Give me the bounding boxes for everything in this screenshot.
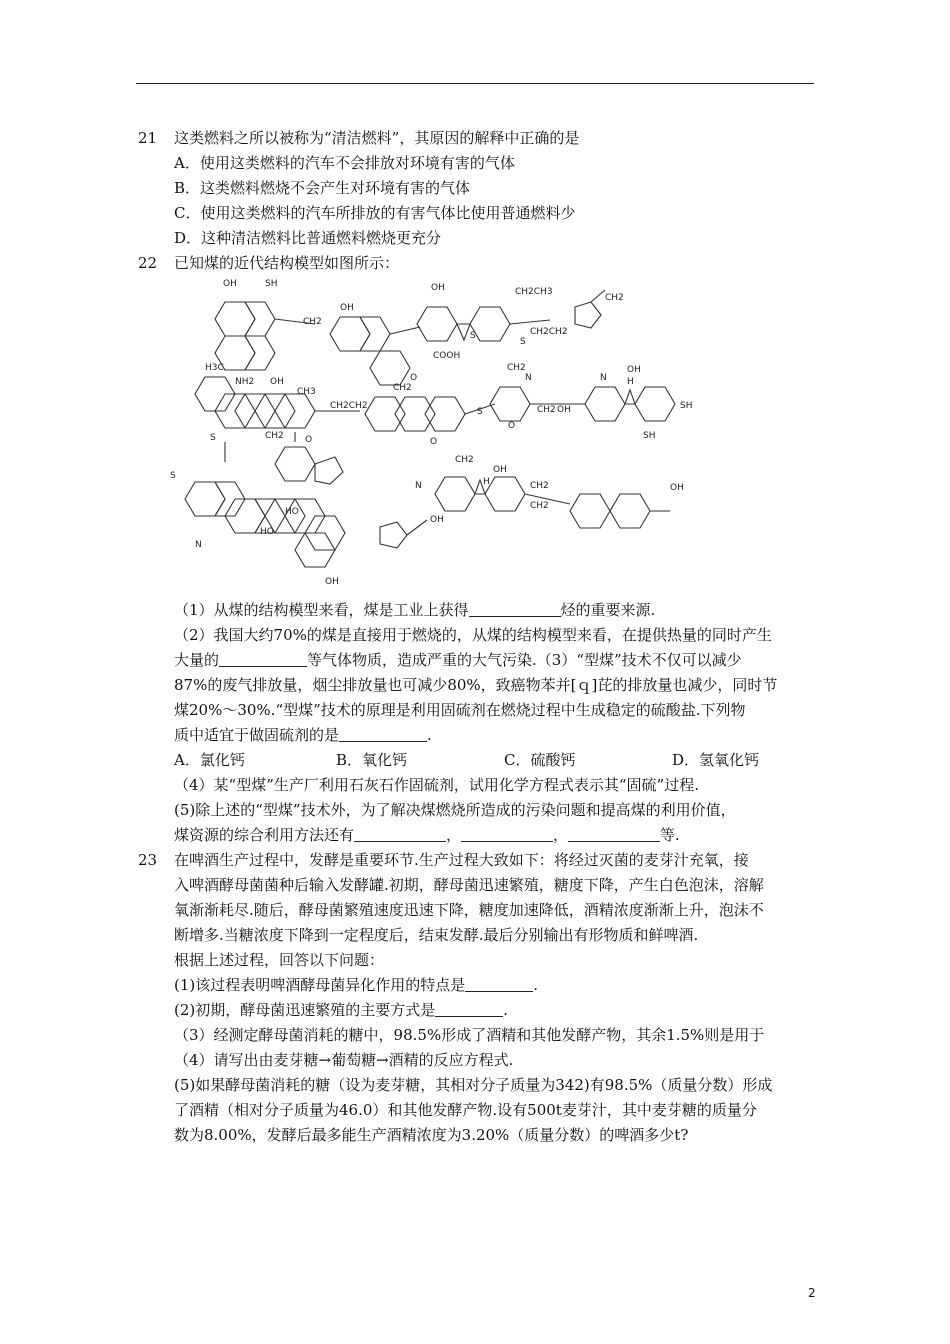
subquestion-3-line2: 煤20%～30%.“型煤”技术的原理是利用固硫剂在燃烧过程中生成稳定的硫酸盐.下列物 (174, 701, 746, 719)
subquestion-4: （4）某“型煤”生产厂利用石灰石作固硫剂，试用化学方程式表示其“固硫”过程. (174, 776, 699, 794)
passage-line: 根据上述过程，回答以下问题： (174, 951, 385, 969)
subquestion-4: （4）请写出由麦芽糖→葡萄糖→酒精的反应方程式. (174, 1051, 514, 1069)
header-rule (136, 83, 814, 84)
structure-label: CH2CH3 (515, 287, 553, 297)
structure-label: S (170, 471, 176, 481)
structure-label: H (627, 377, 634, 387)
passage-line: 在啤酒生产过程中，发酵是重要环节.生产过程大致如下：将经过灭菌的麦芽汁充氧，接 (174, 851, 749, 869)
answer-blank[interactable] (469, 600, 561, 617)
structure-label: OH (670, 483, 684, 493)
option-c: C．硫酸钙 (504, 751, 576, 769)
structure-label: OH (493, 465, 507, 475)
structure-label: CH2 (455, 455, 474, 465)
structure-label: COOH (433, 351, 461, 361)
structure-label: CH2 (537, 405, 556, 415)
structure-label: H (483, 477, 490, 487)
structure-label: HO (260, 527, 274, 537)
structure-label: N (415, 481, 422, 491)
subquestion-2-line1: （2）我国大约70%的煤是直接用于燃烧的，从煤的结构模型来看，在提供热量的同时产生 (174, 626, 772, 644)
answer-blank[interactable] (568, 825, 660, 842)
structure-label: OH (340, 303, 354, 313)
structure-label: CH2 (265, 431, 284, 441)
subquestion-3: （3）经测定酵母菌消耗的糖中，98.5%形成了酒精和其他发酵产物，其余1.5%则是用于 (174, 1026, 765, 1044)
structure-label: CH2 (530, 501, 549, 511)
passage-line: 氧渐渐耗尽.随后，酵母菌繁殖速度迅速下降，糖度加速降低，酒精浓度渐渐上升，泡沫不 (174, 901, 764, 919)
structure-label: OH (431, 283, 445, 293)
structure-label: OH (627, 365, 641, 375)
structure-label: S (210, 433, 216, 443)
structure-label: O (430, 437, 438, 447)
option-b: B．氧化钙 (336, 751, 408, 769)
subquestion-5-line2: 了酒精（相对分子质量为46.0）和其他发酵产物.设有500t麦芽汁，其中麦芽糖的质量分 (174, 1101, 757, 1119)
subquestion-5-line1: (5)除上述的“型煤”技术外，为了解决煤燃烧所造成的污染问题和提高煤的利用价值， (174, 801, 736, 819)
option-b: B．这类燃料燃烧不会产生对环境有害的气体 (174, 179, 471, 197)
subquestion-5-line1: (5)如果酵母菌消耗的糖（设为麦芽糖，其相对分子质量为342)有98.5%（质量分数）形成 (174, 1076, 773, 1094)
structure-label: CH2 (530, 481, 549, 491)
answer-blank[interactable] (435, 1000, 503, 1017)
passage-line: 入啤酒酵母菌菌种后输入发酵罐.初期，酵母菌迅速繁殖，糖度下降，产生白色泡沫，溶解 (174, 876, 764, 894)
structure-label: N (600, 373, 607, 383)
structure-label: CH3 (297, 387, 316, 397)
subquestion-3-line1: 87%的废气排放量，烟尘排放量也可减少80%，致癌物苯并[ｑ]芘的排放量也减少，同时节 (174, 676, 778, 694)
question-stem: 这类燃料之所以被称为“清洁燃料”，其原因的解释中正确的是 (174, 129, 580, 147)
structure-label: N (195, 540, 202, 550)
structure-label: CH2CH2 (330, 401, 368, 411)
subquestion-2: (2)初期，酵母菌迅速繁殖的主要方式是 . (174, 1001, 509, 1019)
subquestion-5-line2: 煤资源的综合利用方法还有 ， ， 等. (174, 826, 680, 844)
subquestion-2-line2: 大量的 等气体物质，造成严重的大气污染.（3）“型煤”技术不仅可以减少 (174, 651, 742, 669)
structure-label: O (410, 373, 418, 383)
page-number: 2 (808, 1286, 816, 1300)
subquestion-1: （1）从煤的结构模型来看，煤是工业上获得 烃的重要来源. (174, 601, 656, 619)
answer-blank[interactable] (461, 825, 553, 842)
question-stem: 已知煤的近代结构模型如图所示： (174, 254, 400, 272)
option-c: C．使用这类燃料的汽车所排放的有害气体比使用普通燃料少 (174, 204, 576, 222)
structure-label: SH (265, 279, 278, 289)
answer-blank[interactable] (465, 975, 533, 992)
option-d: D．氢氧化钙 (672, 751, 760, 769)
structure-label: CH2 (393, 383, 412, 393)
structure-label: CH2CH2 (530, 327, 568, 337)
coal-structure-diagram (165, 272, 725, 592)
structure-label: OH (325, 577, 339, 587)
answer-blank[interactable] (354, 825, 446, 842)
structure-label: NH2 (235, 377, 255, 387)
subquestion-3-line3: 质中适宜于做固硫剂的是 . (174, 726, 432, 744)
answer-blank[interactable] (339, 725, 427, 742)
option-a: A．使用这类燃料的汽车不会排放对环境有害的气体 (174, 154, 515, 172)
structure-label: HO (285, 507, 299, 517)
question-number: 23 (138, 851, 158, 869)
question-number: 22 (138, 254, 158, 272)
structure-label: O (508, 421, 516, 431)
structure-label: S (477, 407, 483, 417)
structure-label: CH2 (507, 363, 526, 373)
structure-label: O (305, 435, 313, 445)
structure-label: CH2 (605, 293, 624, 303)
structure-label: OH (270, 377, 284, 387)
option-d: D．这种清洁燃料比普通燃料燃烧更充分 (174, 229, 442, 247)
passage-line: 断增多.当糖浓度下降到一定程度后，结束发酵.最后分别输出有形物质和鲜啤酒. (174, 926, 699, 944)
structure-label: SH (680, 401, 693, 411)
option-a: A．氯化钙 (174, 751, 245, 769)
question-number: 21 (138, 129, 158, 147)
structure-label: H3C (205, 363, 224, 373)
structure-label: S (520, 337, 526, 347)
structure-label: N (525, 373, 532, 383)
structure-label: OH (223, 279, 237, 289)
structure-label: SH (643, 431, 656, 441)
subquestion-1: (1)该过程表明啤酒酵母菌异化作用的特点是 . (174, 976, 539, 994)
structure-label: OH (557, 405, 571, 415)
structure-label: CH2 (303, 317, 322, 327)
subquestion-5-line3: 数为8.00%，发酵后最多能生产酒精浓度为3.20%（质量分数）的啤酒多少t? (174, 1126, 689, 1144)
structure-label: OH (430, 515, 444, 525)
structure-label: S (470, 331, 476, 341)
answer-blank[interactable] (219, 650, 307, 667)
